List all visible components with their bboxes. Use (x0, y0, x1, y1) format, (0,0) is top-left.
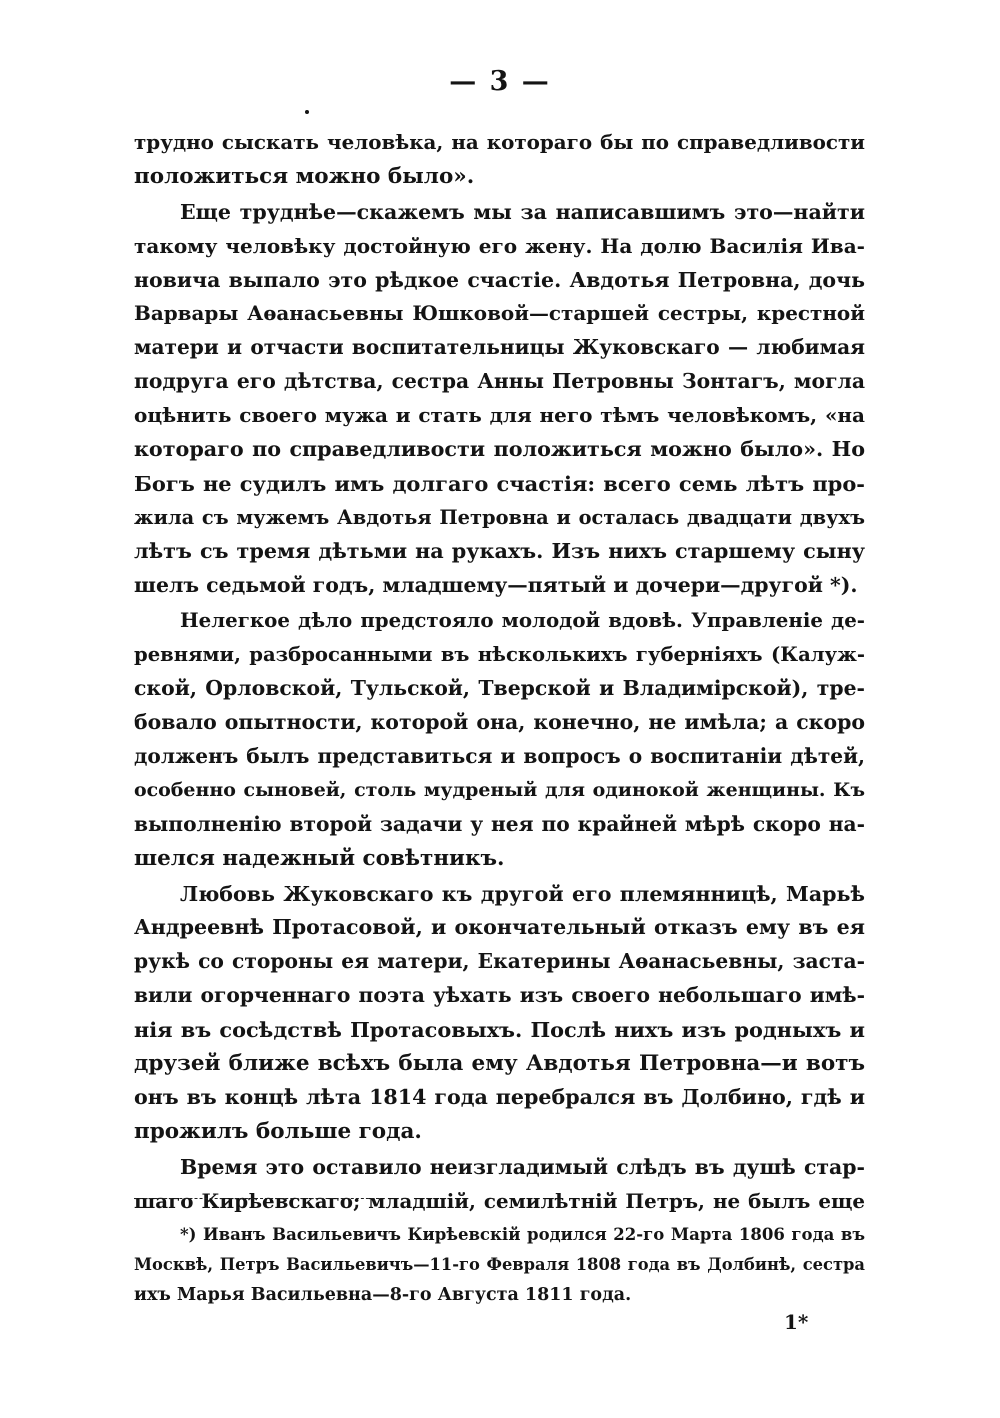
text-line: новича выпало это рѣдкое счастіе. Авдотья Петровна, дочь (134, 267, 865, 292)
text-line: рукѣ со стороны ея матери, Екатерины Аѳанасьевны, заста- (134, 949, 865, 974)
text-line: шаго Кирѣевскаго; младшій, семилѣтній Петръ, не былъ еще (134, 1188, 865, 1213)
text-line: онъ въ концѣ лѣта 1814 года перебрался въ Долбино, гдѣ и (134, 1084, 865, 1109)
text-line: шелъ седьмой годъ, младшему—пятый и дочери—другой *). (134, 572, 858, 597)
text-line: шелся надежный совѣтникъ. (134, 845, 505, 871)
footnote-separator (134, 1198, 379, 1199)
text-line: Любовь Жуковскаго къ другой его племянницѣ, Марьѣ (180, 881, 865, 906)
text-line: друзей ближе всѣхъ была ему Авдотья Петровна—и вотъ (134, 1051, 865, 1077)
text-line: жила съ мужемъ Авдотья Петровна и осталась двадцати двухъ (134, 505, 865, 529)
footnote-line: Москвѣ, Петръ Васильевичъ—11-го Февраля 1808 года въ Долбинѣ, сестра (134, 1254, 865, 1274)
text-line: нія въ сосѣдствѣ Протасовыхъ. Послѣ нихъ изъ родныхъ и (134, 1017, 865, 1043)
page-number: — 3 — (449, 66, 551, 97)
text-line: Богъ не судилъ имъ долгаго счастія: всего семь лѣтъ про- (134, 470, 865, 496)
text-line: трудно сыскать человѣка, на котораго бы по справедливости (134, 130, 865, 154)
text-line: долженъ былъ представиться и вопросъ о воспитаніи дѣтей, (134, 744, 865, 769)
text-line: Андреевнѣ Протасовой, и окончательный отказъ ему въ ея (134, 915, 865, 940)
main-text (134, 126, 865, 1219)
print-speck (305, 110, 309, 114)
text-line: такому человѣку достойную его жену. На долю Василія Ива- (134, 233, 865, 258)
footnote (134, 1219, 865, 1311)
text-line: вили огорченнаго поэта уѣхать изъ своего небольшаго имѣ- (134, 983, 865, 1008)
text-line: подруга его дѣтства, сестра Анны Петровны Зонтагъ, могла (134, 369, 865, 394)
text-line: положиться можно было». (134, 163, 475, 189)
text-line: выполненію второй задачи у нея по крайней мѣрѣ скоро на- (134, 811, 865, 836)
text-line: Еще труднѣе—скажемъ мы за написавшимъ это—найти (180, 199, 865, 224)
text-line: особенно сыновей, столь мудреный для одинокой женщины. Къ (134, 778, 865, 801)
footnote-line: ихъ Марья Васильевна—8-го Августа 1811 года. (134, 1285, 632, 1305)
text-line: прожилъ больше года. (134, 1118, 422, 1144)
footnote-line: *) Иванъ Васильевичъ Кирѣевскій родился 22-го Марта 1806 года въ (180, 1224, 865, 1244)
text-line: Нелегкое дѣло предстояло молодой вдовѣ. Управленіе де- (180, 608, 865, 633)
text-line: ской, Орловской, Тульской, Тверской и Владимірской), тре- (134, 676, 865, 701)
signature-mark: 1* (784, 1310, 809, 1334)
text-line: котораго по справедливости положиться можно было». Но (134, 437, 865, 462)
text-line: ревнями, разбросанными въ нѣсколькихъ губерніяхъ (Калуж- (134, 643, 865, 667)
text-line: лѣтъ съ тремя дѣтьми на рукахъ. Изъ нихъ старшему сыну (134, 538, 865, 563)
text-line: Время это оставило неизгладимый слѣдъ въ душѣ стар- (180, 1154, 865, 1179)
text-line: оцѣнить своего мужа и стать для него тѣмъ человѣкомъ, «на (134, 403, 865, 428)
text-line: бовало опытности, которой она, конечно, не имѣла; а скоро (134, 710, 865, 735)
text-line: Варвары Аѳанасьевны Юшковой—старшей сестры, крестной (134, 301, 865, 326)
text-line: матери и отчасти воспитательницы Жуковскаго — любимая (134, 335, 865, 360)
